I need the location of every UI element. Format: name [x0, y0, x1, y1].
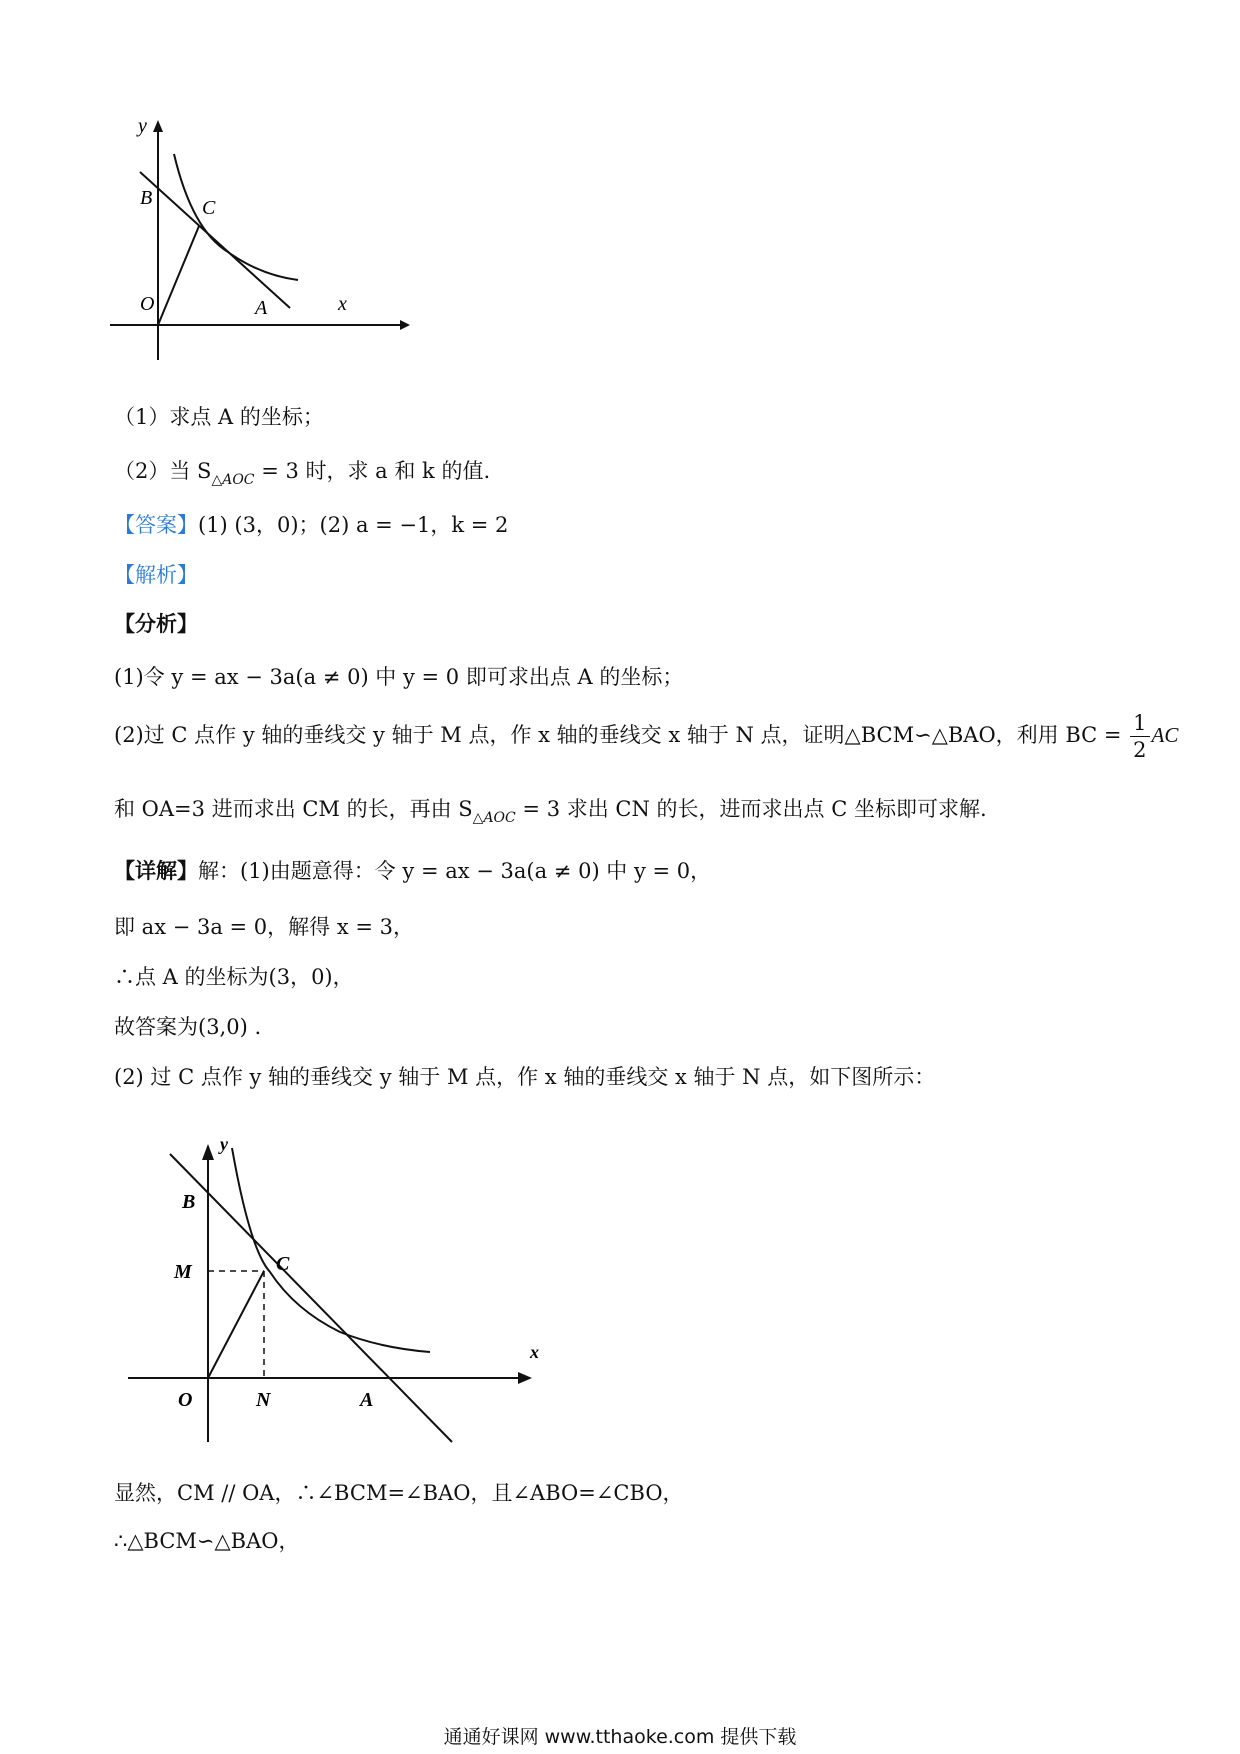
- label-y: y: [220, 1134, 228, 1154]
- fraction-den: 2: [1133, 738, 1147, 762]
- line-ab: [140, 172, 290, 308]
- y-axis-arrow: [153, 120, 163, 132]
- fx3-post: = 3 求出 CN 的长，进而求出点 C 坐标即可求解.: [515, 797, 987, 821]
- detail-line: [114, 856, 711, 886]
- label-y: y: [138, 120, 147, 137]
- question-1: （1）求点 A 的坐标；: [114, 405, 324, 429]
- label-a: A: [255, 297, 268, 319]
- answer-line: [114, 510, 508, 540]
- page-footer: 通通好课网 www.tthaoke.com 提供下载: [443, 1726, 797, 1748]
- q2-sub: △AOC: [211, 472, 255, 488]
- fenxi-tag: 【分析】: [114, 611, 198, 636]
- label-x: x: [338, 293, 347, 315]
- figure-2-graph: [120, 1120, 560, 1450]
- label-c: C: [276, 1253, 290, 1275]
- fraction-num: 1: [1130, 710, 1149, 737]
- label-b: B: [182, 1191, 196, 1213]
- answer-text: (1) (3，0)；(2) a = −1，k = 2: [198, 513, 509, 537]
- detail-5: 显然，CM // OA，∴∠BCM=∠BAO，且∠ABO=∠CBO，: [114, 1481, 684, 1505]
- label-m: M: [174, 1261, 192, 1283]
- label-a: A: [360, 1389, 374, 1411]
- answer-tag: 【答案】: [114, 513, 198, 537]
- fx2-pre: (2)过 C 点作 y 轴的垂线交 y 轴于 M 点，作 x 轴的垂线交 x 轴于 N 点，证明△BCM∽△BAO，利用 BC =: [114, 723, 1129, 747]
- line-ab: [170, 1154, 452, 1442]
- label-b: B: [140, 187, 153, 209]
- detail-1: 即 ax − 3a = 0，解得 x = 3，: [114, 915, 414, 939]
- y-axis-arrow: [202, 1144, 214, 1160]
- segment-oc: [158, 226, 199, 325]
- x-axis-arrow: [400, 320, 410, 330]
- q2-pre: （2）当 S: [114, 459, 212, 483]
- fx3-pre: 和 OA=3 进而求出 CM 的长，再由 S: [114, 797, 473, 821]
- label-x: x: [530, 1342, 539, 1362]
- fx2-post: AC: [1151, 723, 1179, 747]
- figure-1-graph: [110, 120, 410, 370]
- hyperbola-curve: [174, 154, 298, 280]
- detail-6: ∴△BCM∽△BAO，: [114, 1529, 300, 1553]
- detail-text: 解：(1)由题意得：令 y = ax − 3a(a ≠ 0) 中 y = 0，: [198, 859, 712, 883]
- detail-4: (2) 过 C 点作 y 轴的垂线交 y 轴于 M 点，作 x 轴的垂线交 x 轴于 N 点，如下图所示：: [114, 1065, 936, 1089]
- label-o: O: [140, 293, 155, 315]
- q2-mid: = 3 时，求 a 和 k 的值.: [254, 459, 491, 483]
- fenxi-1: (1)令 y = ax − 3a(a ≠ 0) 中 y = 0 即可求出点 A 的坐标；: [114, 665, 684, 689]
- fx3-sub: △AOC: [472, 810, 516, 826]
- analysis-tag: 【解析】: [114, 563, 198, 587]
- fraction-half: [1130, 710, 1149, 763]
- fenxi-3: [114, 794, 987, 833]
- detail-2: ∴点 A 的坐标为(3，0)，: [114, 965, 354, 989]
- x-axis-arrow: [518, 1372, 532, 1384]
- label-n: N: [256, 1389, 271, 1411]
- segment-oc: [208, 1271, 264, 1378]
- hyperbola-curve: [232, 1148, 430, 1352]
- question-2: [114, 456, 490, 495]
- fenxi-2: [114, 710, 1178, 763]
- label-c: C: [202, 197, 216, 219]
- label-o: O: [178, 1389, 193, 1411]
- detail-3: 故答案为(3,0) .: [114, 1015, 262, 1039]
- detail-tag: 【详解】: [114, 858, 198, 883]
